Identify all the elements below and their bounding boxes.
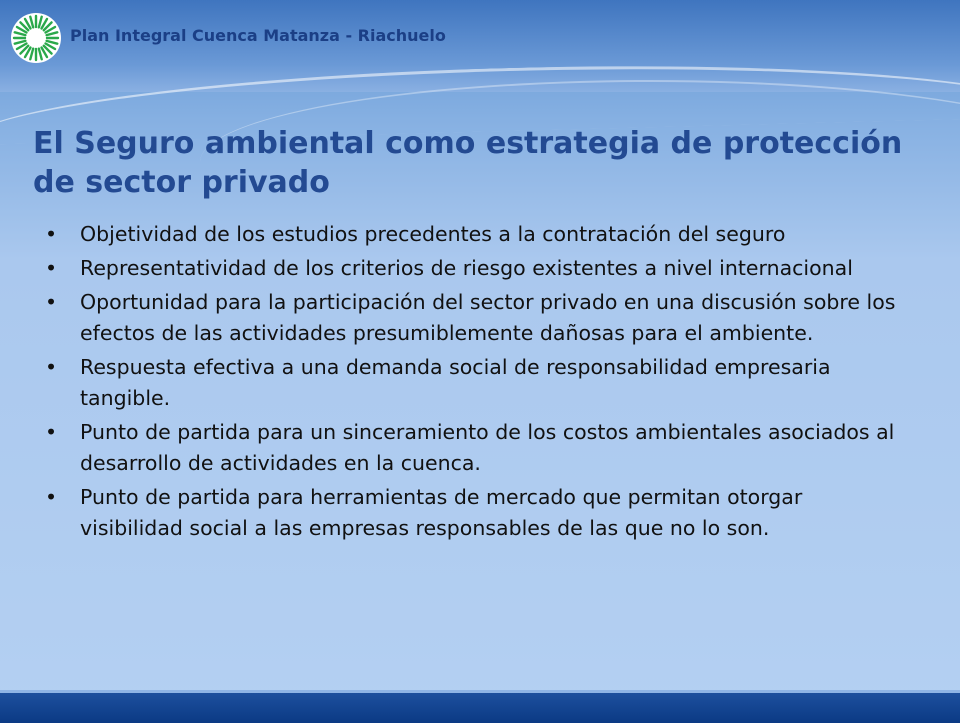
bullet-dot: •: [45, 222, 58, 246]
slide-title: El Seguro ambiental como estrategia de protección de sector privado: [33, 126, 903, 200]
org-name: Plan Integral Cuenca Matanza - Riachuelo: [70, 26, 446, 45]
bullet-item: [40, 287, 900, 349]
bullet-item: [40, 352, 900, 414]
bullet-list: [40, 219, 900, 547]
bullet-text: Respuesta efectiva a una demanda social de responsabilidad empresaria tangible.: [80, 355, 831, 410]
bullet-text: Punto de partida para herramientas de mercado que permitan otorgar visibilidad social a las empresas responsables de las que no lo son.: [80, 485, 803, 540]
bullet-dot: •: [45, 485, 58, 509]
bullet-text: Punto de partida para un sinceramiento de los costos ambientales asociados al desarrollo de actividades en la cuenca.: [80, 420, 895, 475]
bullet-dot: •: [45, 256, 58, 280]
bullet-dot: •: [45, 420, 58, 444]
header-band: [0, 0, 960, 92]
bullet-item: [40, 417, 900, 479]
bullet-item: [40, 482, 900, 544]
bullet-text: Oportunidad para la participación del sector privado en una discusión sobre los efectos de las actividades presumiblemente dañosas para el ambiente.: [80, 290, 896, 345]
sun-logo-icon: [10, 12, 62, 64]
bullet-text: Objetividad de los estudios precedentes a la contratación del seguro: [80, 222, 786, 246]
bullet-text: Representatividad de los criterios de riesgo existentes a nivel internacional: [80, 256, 853, 280]
bullet-dot: •: [45, 355, 58, 379]
bullet-dot: •: [45, 290, 58, 314]
bullet-item: [40, 219, 900, 250]
bullet-item: [40, 253, 900, 284]
footer-bar: [0, 690, 960, 723]
